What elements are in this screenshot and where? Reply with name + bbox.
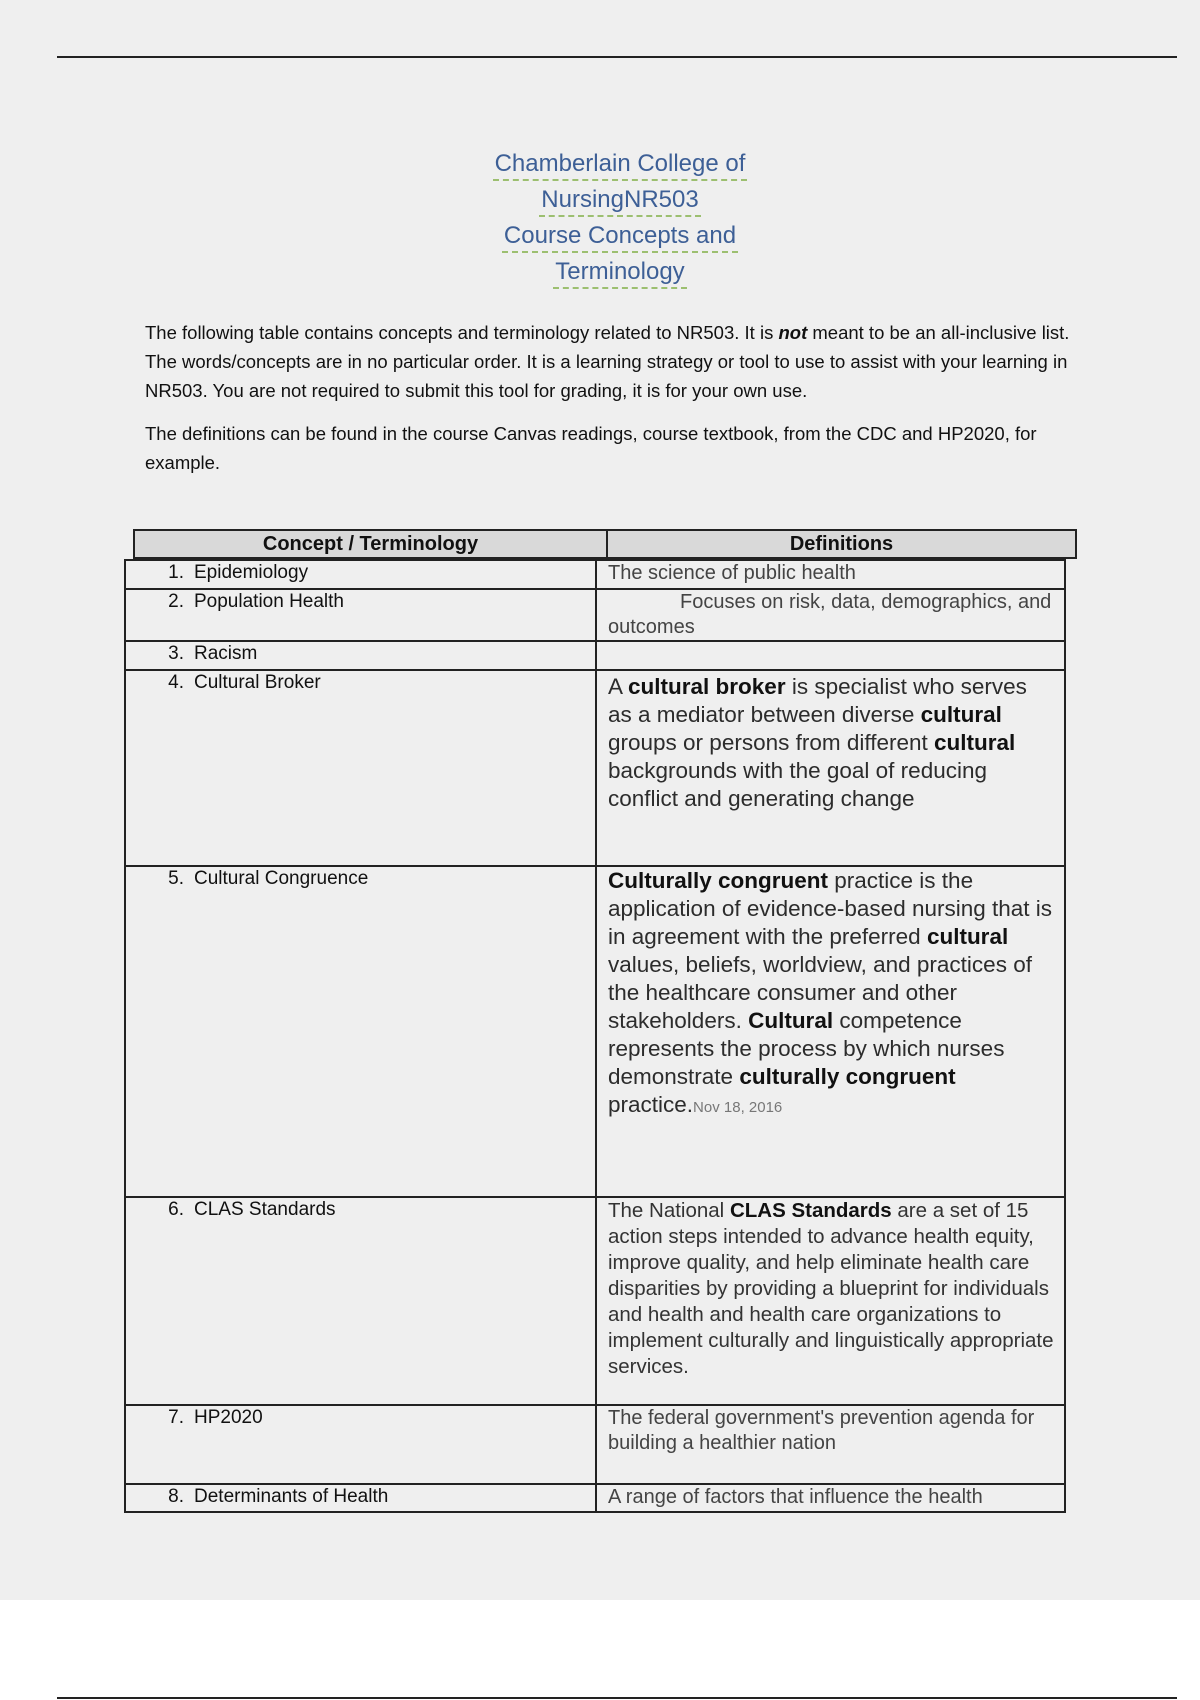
table-row	[125, 1197, 1065, 1405]
title-line: Terminology	[553, 257, 686, 289]
intro-text	[145, 318, 1080, 491]
footer-rule	[57, 1697, 1177, 1699]
table-row	[125, 560, 1065, 589]
definition-cell: Culturally congruent practice is the application of evidence-based nursing that is in agreement with the preferred cultural values, beliefs, worldview, and practices of the healthcare consumer and other stakeholders. Cultural competence represents the process by which nurses demonstrate culturally congruent practice.Nov 18, 2016	[596, 866, 1065, 1197]
table-row	[125, 641, 1065, 670]
table-row	[125, 866, 1065, 1197]
table-row	[125, 670, 1065, 866]
term-cell: 4. Cultural Broker	[125, 670, 596, 866]
definition-cell: The federal government's prevention agenda for building a healthier nation	[596, 1405, 1065, 1484]
definition-cell	[596, 641, 1065, 670]
term-cell: 2. Population Health	[125, 589, 596, 641]
definition-cell: Focuses on risk, data, demographics, and outcomes	[596, 589, 1065, 641]
term-cell: 5. Cultural Congruence	[125, 866, 596, 1197]
title-line: NursingNR503	[539, 185, 700, 217]
term-cell: 8. Determinants of Health	[125, 1484, 596, 1512]
title-line: Course Concepts and	[502, 221, 738, 253]
term-cell: 3. Racism	[125, 641, 596, 670]
title-line: Chamberlain College of	[493, 149, 748, 181]
definition-cell: A cultural broker is specialist who serves as a mediator between diverse cultural groups or persons from different cultural backgrounds with the goal of reducing conflict and generating change	[596, 670, 1065, 866]
term-cell: 7. HP2020	[125, 1405, 596, 1484]
table-row	[125, 1484, 1065, 1512]
column-header-concept: Concept / Terminology	[135, 531, 608, 557]
date-stamp: Nov 18, 2016	[693, 1099, 783, 1116]
table-row	[125, 589, 1065, 641]
definition-cell: The science of public health	[596, 560, 1065, 589]
definition-cell: The National CLAS Standards are a set of 15 action steps intended to advance health equity, improve quality, and help eliminate health care disparities by providing a blueprint for individuals and health and health care organizations to implement culturally and linguistically appropriate services.	[596, 1197, 1065, 1405]
header-rule	[57, 56, 1177, 58]
term-cell: 1. Epidemiology	[125, 560, 596, 589]
term-cell: 6. CLAS Standards	[125, 1197, 596, 1405]
table-row	[125, 1405, 1065, 1484]
table-header	[133, 529, 1077, 559]
concepts-table	[124, 559, 1066, 1513]
column-header-definitions: Definitions	[789, 533, 894, 555]
intro-paragraph-1: The following table contains concepts and terminology related to NR503. It is not meant to be an all-inclusive list. The words/concepts are in no particular order. It is a learning strategy or tool to use to assist with your learning in NR503. You are not required to submit this tool for grading, it is for your own use.	[145, 322, 1070, 401]
document-title	[420, 146, 820, 290]
definition-cell: A range of factors that influence the health	[596, 1484, 1065, 1512]
intro-paragraph-2: The definitions can be found in the course Canvas readings, course textbook, from the CDC and HP2020, for example.	[145, 423, 1037, 473]
